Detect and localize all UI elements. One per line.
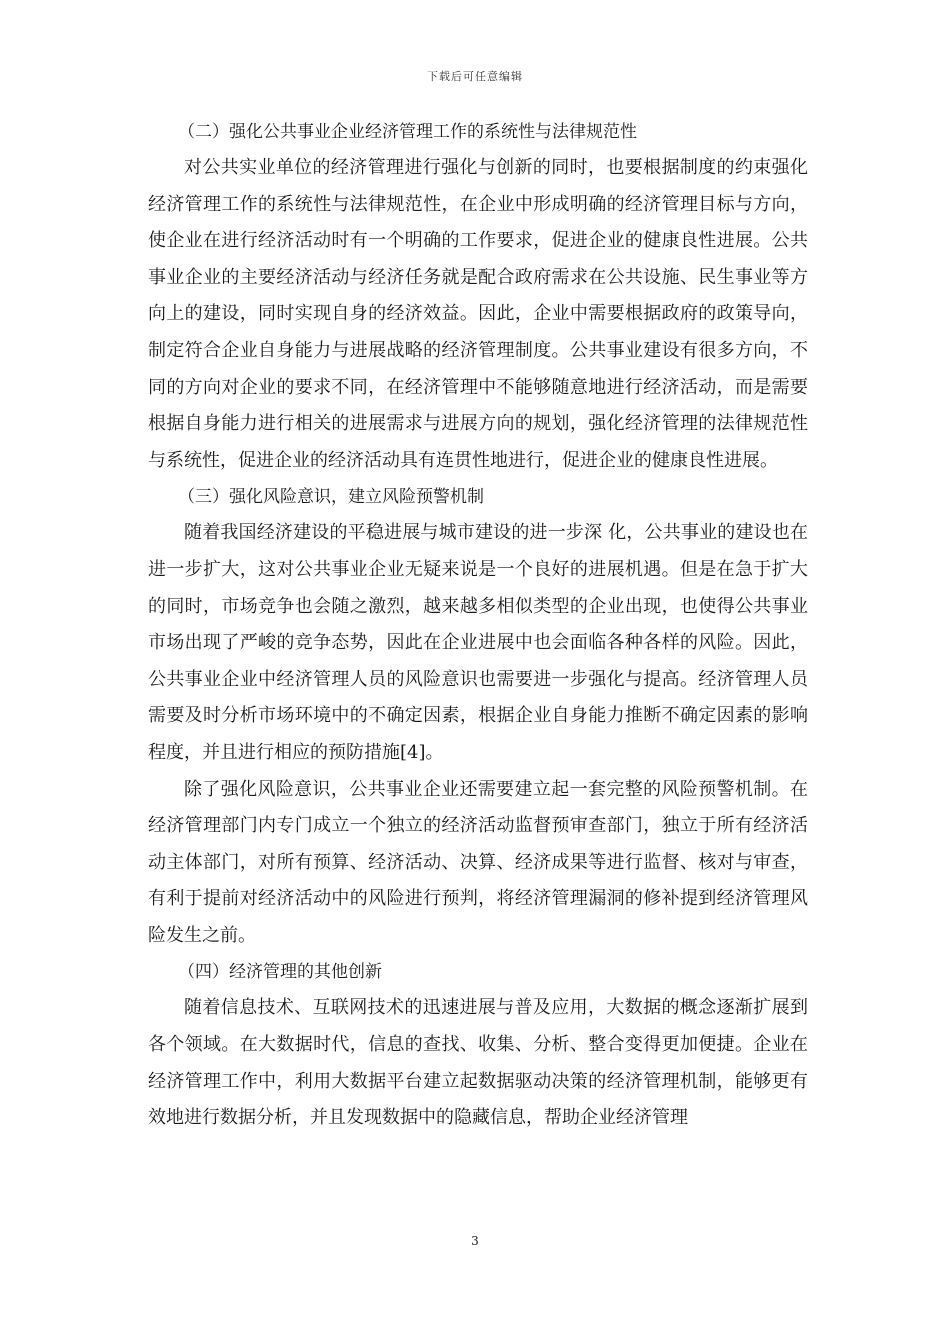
section-heading-2: （二）强化公共事业企业经济管理工作的系统性与法律规范性	[178, 122, 637, 142]
section-heading-4: （四）经济管理的其他创新	[178, 962, 382, 983]
section-3-paragraph-1: 随着我国经济建设的平稳进展与城市建设的进一步深 化，公共事业的建设也在进一步扩大，这对公共事业企业无疑来说是一个良好的进展机遇。但是在急于扩大的同时，市场竞争也会随之激烈，越来越多相似类型的企业出现，也使得公共事业市场出现了严峻的竞争态势，因此在企业进展中也会面临各种各样的风险。因此，公共事业企业中经济管理人员的风险意识也需要进一步强化与提高。经济管理人员需要及时分析市场环境中的不确定因素，根据企业自身能力推断不确定因素的影响程度，并且进行相应的预防措施[4]。	[148, 522, 808, 763]
section-heading-3: （三）强化风险意识，建立风险预警机制	[178, 487, 484, 508]
section-3-paragraph-2: 除了强化风险意识，公共事业企业还需要建立起一套完整的风险预警机制。在经济管理部门内专门成立一个独立的经济活动监督预审查部门，独立于所有经济活动主体部门，对所有预算、经济活动、决算、经济成果等进行监督、核对与审查，有利于提前对经济活动中的风险进行预判，将经济管理漏洞的修补提到经济管理风险发生之前。	[148, 778, 808, 946]
document-body	[148, 114, 808, 1137]
page-number: 3	[471, 1234, 479, 1248]
section-4-paragraph-1: 随着信息技术、互联网技术的迅速进展与普及应用，大数据的概念逐渐扩展到各个领域。在大数据时代，信息的查找、收集、分析、整合变得更加便捷。企业在经济管理工作中，利用大数据平台建立起数据驱动决策的经济管理机制，能够更有效地进行数据分析，并且发现数据中的隐藏信息，帮助企业经济管理	[148, 997, 808, 1129]
header-note: 下载后可任意编辑	[427, 70, 523, 83]
section-2-paragraph-1: 对公共实业单位的经济管理进行强化与创新的同时，也要根据制度的约束强化经济管理工作的系统性与法律规范性，在企业中形成明确的经济管理目标与方向，使企业在进行经济活动时有一个明确的工作要求，促进企业的健康良性进展。公共事业企业的主要经济活动与经济任务就是配合政府需求在公共设施、民生事业等方向上的建设，同时实现自身的经济效益。因此，企业中需要根据政府的政策导向，制定符合企业自身能力与进展战略的经济管理制度。公共事业建设有很多方向，不同的方向对企业的要求不同，在经济管理中不能够随意地进行经济活动，而是需要根据自身能力进行相关的进展需求与进展方向的规划，强化经济管理的法律规范性与系统性，促进企业的经济活动具有连贯性地进行，促进企业的健康良性进展。	[148, 157, 808, 471]
